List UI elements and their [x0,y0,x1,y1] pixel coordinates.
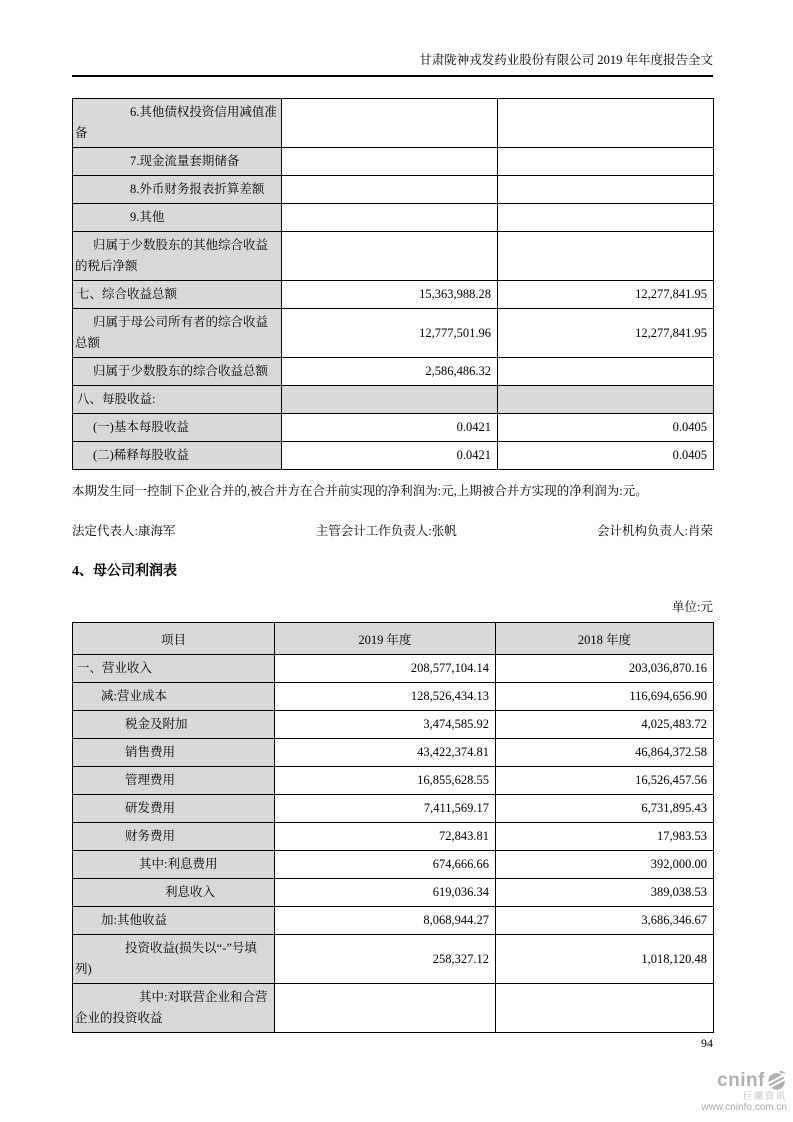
value-2019: 15,363,988.28 [282,281,498,309]
row-label: 八、每股收益: [73,386,282,414]
report-title: 甘肃陇神戎发药业股份有限公司 2019 年年度报告全文 [72,52,713,77]
accounting-org-head: 会计机构负责人:肖荣 [597,524,713,538]
column-header: 2018 年度 [496,623,714,655]
table-row [73,232,714,281]
table-row [73,655,714,683]
value-2019: 674,666.66 [275,851,496,879]
row-label: 税金及附加 [73,711,275,739]
table-row [73,907,714,935]
value-2019: 258,327.12 [275,935,496,984]
table-row [73,442,714,470]
table-row [73,358,714,386]
cninfo-logo-subtitle: 巨潮资讯 [742,1091,787,1101]
section-title: 4、母公司利润表 [72,564,177,579]
table-row [73,386,714,414]
value-2018: 17,983.53 [496,823,714,851]
value-2019: 12,777,501.96 [282,309,498,358]
value-2018 [498,232,714,281]
value-2019 [275,984,496,1033]
value-2018 [498,386,714,414]
row-label: 投资收益(损失以“-”号填列) [73,935,275,984]
table-row [73,176,714,204]
value-2019: 2,586,486.32 [282,358,498,386]
page-header [72,52,713,77]
cninfo-swirl-icon [766,1070,787,1091]
value-2019: 8,068,944.27 [275,907,496,935]
value-2018: 4,025,483.72 [496,711,714,739]
comprehensive-income-table-body [73,99,714,470]
value-2019 [282,232,498,281]
table-row [73,309,714,358]
parent-company-income-table-body [73,655,714,1033]
value-2018: 46,864,372.58 [496,739,714,767]
unit-label: 单位:元 [672,600,713,614]
value-2019 [282,148,498,176]
row-label: 其中:对联营企业和合营企业的投资收益 [73,984,275,1033]
value-2018: 16,526,457.56 [496,767,714,795]
value-2018 [498,358,714,386]
row-label: 减:营业成本 [73,683,275,711]
row-label: 一、营业收入 [73,655,275,683]
comprehensive-income-table [72,98,714,470]
table-row [73,683,714,711]
table-row [73,823,714,851]
value-2019 [282,386,498,414]
table-row [73,767,714,795]
table-row [73,414,714,442]
legal-representative: 法定代表人:康海军 [72,524,176,538]
value-2018: 389,038.53 [496,879,714,907]
value-2019: 0.0421 [282,442,498,470]
signature-row [72,522,713,540]
row-label: 七、综合收益总额 [73,281,282,309]
row-label: 9.其他 [73,204,282,232]
value-2018: 203,036,870.16 [496,655,714,683]
value-2019: 3,474,585.92 [275,711,496,739]
value-2018: 116,694,656.90 [496,683,714,711]
table-row [73,281,714,309]
parent-company-income-table-head [73,623,714,655]
table-row [73,204,714,232]
table-row [73,935,714,984]
row-label: 6.其他债权投资信用减值准备 [73,99,282,148]
accounting-work-head: 主管会计工作负责人:张帆 [315,524,457,538]
value-2018 [498,204,714,232]
value-2019 [282,176,498,204]
table-row [73,795,714,823]
row-label: 利息收入 [73,879,275,907]
value-2018 [496,984,714,1033]
row-label: 归属于母公司所有者的综合收益总额 [73,309,282,358]
row-label: 加:其他收益 [73,907,275,935]
value-2018: 0.0405 [498,442,714,470]
value-2019: 16,855,628.55 [275,767,496,795]
row-label: 管理费用 [73,767,275,795]
cninfo-logo-url: www.cninfo.com.cn [701,1102,787,1114]
value-2019: 208,577,104.14 [275,655,496,683]
value-2018: 1,018,120.48 [496,935,714,984]
row-label: 7.现金流量套期储备 [73,148,282,176]
row-label: 归属于少数股东的其他综合收益的税后净额 [73,232,282,281]
value-2018 [498,99,714,148]
table-row [73,851,714,879]
value-2018: 0.0405 [498,414,714,442]
table-row [73,984,714,1033]
row-label: 财务费用 [73,823,275,851]
row-label: 研发费用 [73,795,275,823]
value-2018: 12,277,841.95 [498,281,714,309]
value-2018: 392,000.00 [496,851,714,879]
cninfo-logo [701,1070,787,1114]
value-2019: 7,411,569.17 [275,795,496,823]
cninfo-logo-row [701,1070,787,1091]
value-2018 [498,176,714,204]
merger-note: 本期发生同一控制下企业合并的,被合并方在合并前实现的净利润为:元,上期被合并方实现的净利润为:元。 [72,484,648,498]
row-label: 销售费用 [73,739,275,767]
value-2019: 128,526,434.13 [275,683,496,711]
value-2019: 619,036.34 [275,879,496,907]
row-label: 8.外币财务报表折算差额 [73,176,282,204]
table-row [73,879,714,907]
table-row [73,711,714,739]
value-2019: 43,422,374.81 [275,739,496,767]
value-2018: 3,686,346.67 [496,907,714,935]
value-2019 [282,204,498,232]
table-row [73,99,714,148]
value-2019: 72,843.81 [275,823,496,851]
value-2019: 0.0421 [282,414,498,442]
table-row [73,739,714,767]
row-label: (一)基本每股收益 [73,414,282,442]
value-2018 [498,148,714,176]
row-label: 归属于少数股东的综合收益总额 [73,358,282,386]
row-label: (二)稀释每股收益 [73,442,282,470]
row-label: 其中:利息费用 [73,851,275,879]
cninfo-logo-text: cninf [717,1069,765,1091]
value-2018: 12,277,841.95 [498,309,714,358]
table-header-row [73,623,714,655]
column-header: 2019 年度 [275,623,496,655]
table-row [73,148,714,176]
value-2018: 6,731,895.43 [496,795,714,823]
parent-company-income-table [72,622,714,1033]
value-2019 [282,99,498,148]
page-number: 94 [701,1036,713,1050]
column-header: 项目 [73,623,275,655]
